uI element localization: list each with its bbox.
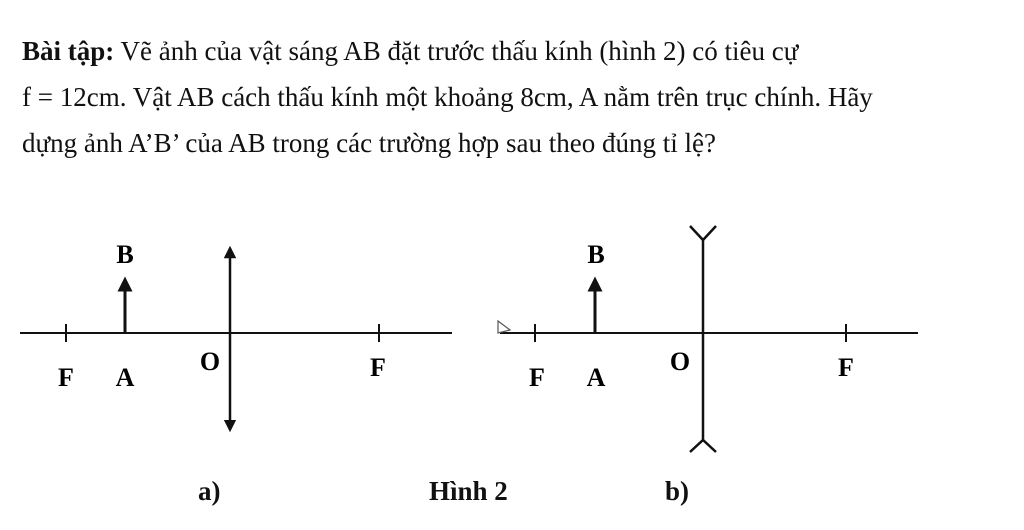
figure-a-converging [20,240,452,426]
label-a-b: A [586,363,606,392]
caption-a: a) [198,476,221,506]
label-a-a: A [115,363,135,392]
problem-line-2: f = 12cm. Vật AB cách thấu kính một khoảng 8cm, A nằm trên trục chính. Hãy [22,82,873,112]
cursor-pointer-icon [498,321,510,333]
lens-top-v-b [690,226,716,240]
lens-bottom-v-b [690,440,716,452]
label-b-a: B [116,240,134,269]
label-f-right-b: F [838,353,854,382]
label-o-b: O [669,347,691,376]
figure-title: Hình 2 [429,476,508,506]
problem-label: Bài tập: [22,36,115,66]
caption-b: b) [665,476,690,506]
problem-text-1: Vẽ ảnh của vật sáng AB đặt trước thấu kính (hình 2) có tiêu cự [114,36,799,66]
problem-line-3: dựng ảnh A’B’ của AB trong các trường hợp sau theo đúng tỉ lệ? [22,128,716,158]
label-f-left-a: F [58,363,74,392]
label-o-a: O [199,347,221,376]
label-f-left-b: F [529,363,545,392]
label-f-right-a: F [370,353,386,382]
figure-b-diverging [498,226,918,452]
label-b-b: B [587,240,605,269]
